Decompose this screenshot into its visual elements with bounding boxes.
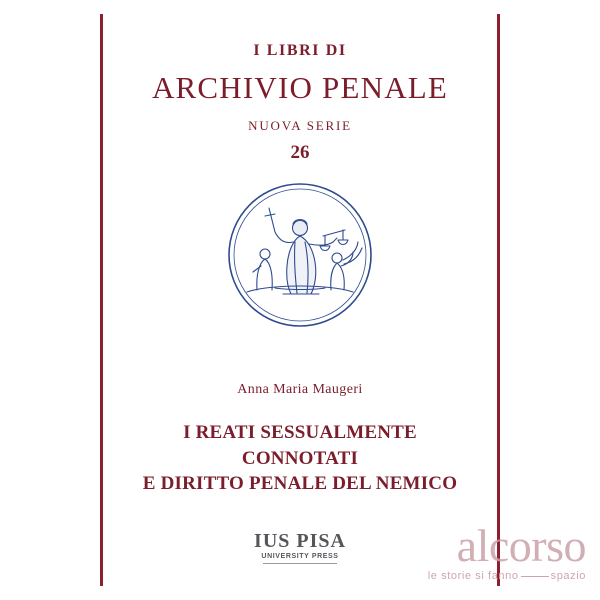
watermark-tagline-before: le storie si fanno <box>427 570 519 582</box>
book-title-line-2: E DIRITTO PENALE DEL NEMICO <box>142 473 458 495</box>
author-name: Anna Maria Maugeri <box>237 382 363 397</box>
cover-masthead <box>103 42 497 164</box>
publisher-rule <box>263 563 337 564</box>
series-subtitle: NUOVA SERIE <box>248 118 352 133</box>
book-title-line-1: I REATI SESSUALMENTE CONNOTATI <box>183 422 417 469</box>
publisher-name: IUS PISA <box>254 530 346 552</box>
watermark-brand: alcorso <box>456 520 586 572</box>
collection-label: I LIBRI DI <box>253 42 347 59</box>
publisher-logo <box>103 531 497 564</box>
series-number: 26 <box>290 142 310 163</box>
publisher-subtitle: UNIVERSITY PRESS <box>261 553 339 560</box>
watermark-tagline-after: spazio <box>550 570 586 582</box>
book-cover-card <box>100 14 500 586</box>
series-title: ARCHIVIO PENALE <box>151 70 449 105</box>
book-title <box>127 420 473 497</box>
justice-figure-medallion-icon <box>225 180 375 330</box>
watermark-tagline-rule <box>521 576 549 577</box>
